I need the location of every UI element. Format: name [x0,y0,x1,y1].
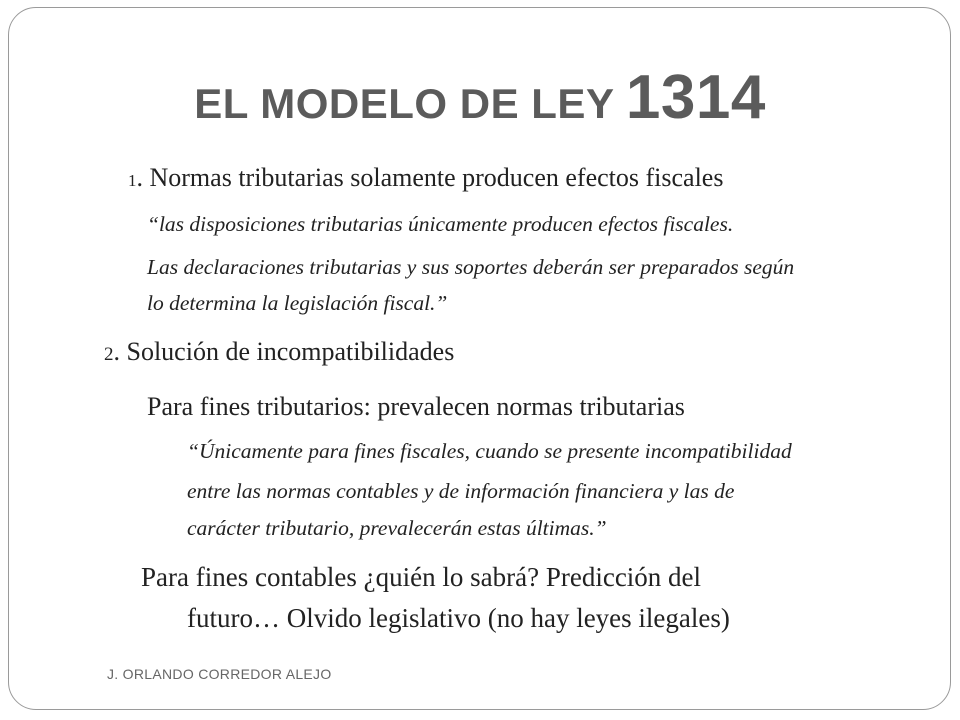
slide-title-text: EL MODELO DE LEY [194,80,626,127]
quote-1-line-1: “las disposiciones tributarias únicamente producen efectos fiscales. [147,212,734,236]
quote-2-line-3: carácter tributario, prevalecerán estas últimas.” [187,516,607,540]
slide-title [0,62,960,133]
list-item-2 [104,337,454,367]
quote-1-line-3: lo determina la legislación fiscal.” [147,291,448,315]
quote-1-line-2: Las declaraciones tributarias y sus soportes deberán ser preparados según [147,255,795,279]
list-item-2-text: . Solución de incompatibilidades [113,337,455,366]
list-item-1 [128,163,723,193]
subheading: Para fines tributarios: prevalecen normas tributarias [147,392,685,421]
quote-2-line-1: “Únicamente para fines fiscales, cuando se presente incompatibilidad [187,439,792,463]
closing-line-1: Para fines contables ¿quién lo sabrá? Predicción del [141,562,702,592]
footer-author: J. ORLANDO CORREDOR ALEJO [107,666,332,682]
quote-2-line-2: entre las normas contables y de información financiera y las de [187,479,735,503]
closing-line-2: futuro… Olvido legislativo (no hay leyes ilegales) [187,603,730,633]
slide-title-number: 1314 [625,63,766,132]
list-item-2-number: 2 [104,344,114,365]
list-item-1-number: 1 [128,171,137,190]
list-item-1-text: . Normas tributarias solamente producen efectos fiscales [136,163,724,192]
